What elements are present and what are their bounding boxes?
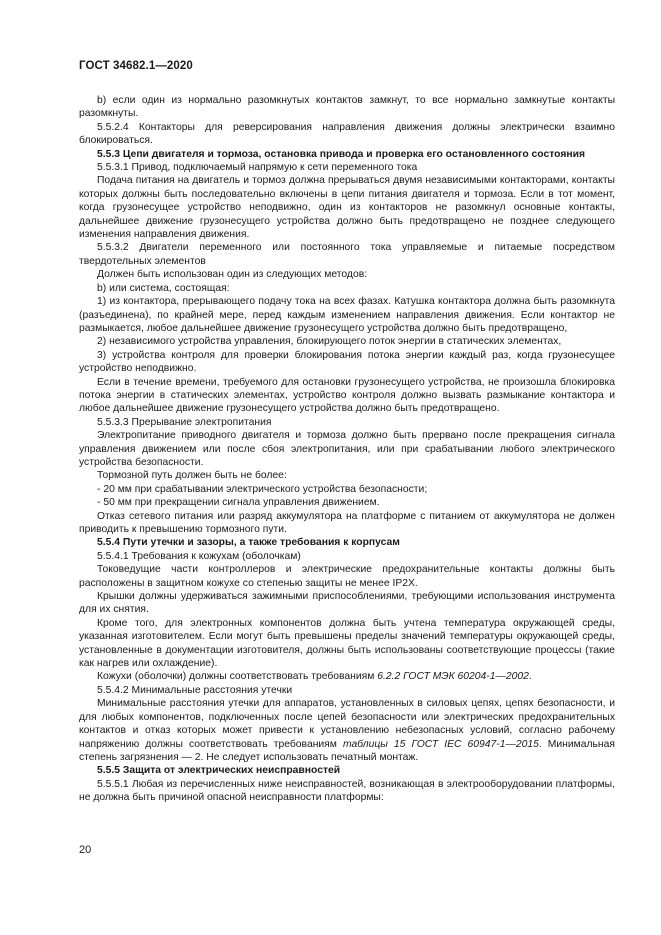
section-heading: 5.5.5 Защита от электрических неисправностей — [97, 765, 341, 777]
page-number: 20 — [79, 844, 92, 856]
paragraph: 5.5.5.1 Любая из перечисленных ниже неисправностей, возникающая в электрооборудовании платформы, не должна быть причиной опасной неисправности платформы: — [79, 778, 615, 804]
list-item: - 50 мм при прекращении сигнала управления движением. — [97, 497, 380, 509]
paragraph: b) или система, состоящая: — [97, 282, 230, 294]
paragraph: Подача питания на двигатель и тормоз должна прерываться двумя независимыми контакторами, контакты которых должны быть последовательно включены в цепи питания двигателя и тормоза. Если в тот момент, когда грузонесущее устройство неподвижно, один из контакторов не разомкнул основные контакты, дальнейшее движение грузонесущего устройства должно быть предотвращено не позднее следующего изменения направления движения. — [79, 175, 615, 241]
text-span: Минимальные расстояния утечки для аппаратов, установленных в силовых цепях, цепях безопасности, и для любых компонентов, подключенных после цепей безопасности или электрических предохранительных контактов и отказ которых может привести к установлению небезопасных условий, согласно рабочему напряжению должны соответствовать требованиям — [79, 698, 615, 750]
paragraph: Если в течение времени, требуемого для остановки грузонесущего устройства, не произошла блокировка потока энергии в статических элементах, устройство контроля должно вызвать размыкание контактора и любое дальнейшее движение грузонесущего устройства должно быть предотвращено. — [79, 376, 615, 415]
paragraph: Кожухи (оболочки) должны соответствовать требованиям 6.2.2 ГОСТ МЭК 60204-1—2002. — [97, 671, 532, 683]
paragraph: 2) независимого устройства управления, блокирующего поток энергии в статических элементах, — [97, 336, 562, 348]
list-item: - 20 мм при срабатывании электрического устройства безопасности; — [97, 483, 428, 495]
section-heading: 5.5.4 Пути утечки и зазоры, а также требования к корпусам — [97, 537, 400, 549]
paragraph: Тормозной путь должен быть не более: — [97, 470, 287, 482]
paragraph: Кроме того, для электронных компонентов должна быть учтена температура окружающей среды, указанная изготовителем. Если могут быть превышены пределы значений температуры окружающей среды, установленные в документации изготовителя, должны быть использованы соответствующие процессы (такие как нагрев или охлаждение). — [79, 617, 615, 670]
section-heading: 5.5.3 Цепи двигателя и тормоза, остановка привода и проверка его остановленного состояния — [97, 148, 586, 160]
text-span: Кожухи (оболочки) должны соответствовать требованиям — [97, 671, 375, 683]
paragraph: 5.5.3.1 Привод, подключаемый напрямую к сети переменного тока — [97, 162, 418, 174]
paragraph — [79, 697, 615, 764]
paragraph: Должен быть использован один из следующих методов: — [97, 269, 368, 281]
paragraph: 5.5.3.3 Прерывание электропитания — [97, 416, 272, 428]
paragraph: 5.5.4.2 Минимальные расстояния утечки — [97, 684, 293, 696]
paragraph: 3) устройства контроля для проверки блокирования потока энергии каждый раз, когда грузонесущее устройство неподвижно. — [79, 349, 615, 375]
reference-italic: 6.2.2 ГОСТ МЭК 60204-1—2002 — [377, 671, 529, 683]
paragraph: 1) из контактора, прерывающего подачу тока на всех фазах. Катушка контактора должна быть разомкнута (разъединена), по крайней мере, перед каждым изменением направления движения. Если контактор не размыкается, любое дальнейшее движение грузонесущего устройства должно быть предотвращено, — [79, 296, 615, 334]
paragraph: 5.5.2.4 Контакторы для реверсирования направления движения должны электрически взаимно блокироваться. — [79, 121, 615, 147]
paragraph: Электропитание приводного двигателя и тормоза должно быть прервано после прекращения сигнала управления движением или после сбоя электропитания, или при срабатывании любого электрического устройства безопасности. — [79, 430, 615, 468]
paragraph: Токоведущие части контроллеров и электрические предохранительные контакты должны быть расположены в защитном кожухе со степенью защиты не менее IP2X. — [79, 564, 615, 589]
reference-italic: таблицы 15 ГОСТ IEC 60947-1—2015 — [342, 738, 539, 750]
paragraph: Отказ сетевого питания или разряд аккумулятора на платформе с питанием от аккумулятора не должен приводить к превышению тормозного пути. — [79, 510, 615, 535]
paragraph: Крышки должны удерживаться зажимными приспособлениями, требующими использования инструмента для их снятия. — [79, 591, 615, 616]
paragraph: 5.5.4.1 Требования к кожухам (оболочкам) — [97, 550, 301, 562]
document-header: ГОСТ 34682.1—2020 — [79, 60, 193, 72]
paragraph: 5.5.3.2 Двигатели переменного или постоянного тока управляемые и питаемые посредством твердотельных элементов — [79, 242, 615, 267]
paragraph: b) если один из нормально разомкнутых контактов замкнут, то все нормально замкнутые контакты разомкнуты. — [79, 95, 615, 120]
document-body — [79, 94, 615, 805]
text-span: . Минимальная степень загрязнения — 2. Не следует использовать печатный монтаж. — [79, 738, 615, 763]
